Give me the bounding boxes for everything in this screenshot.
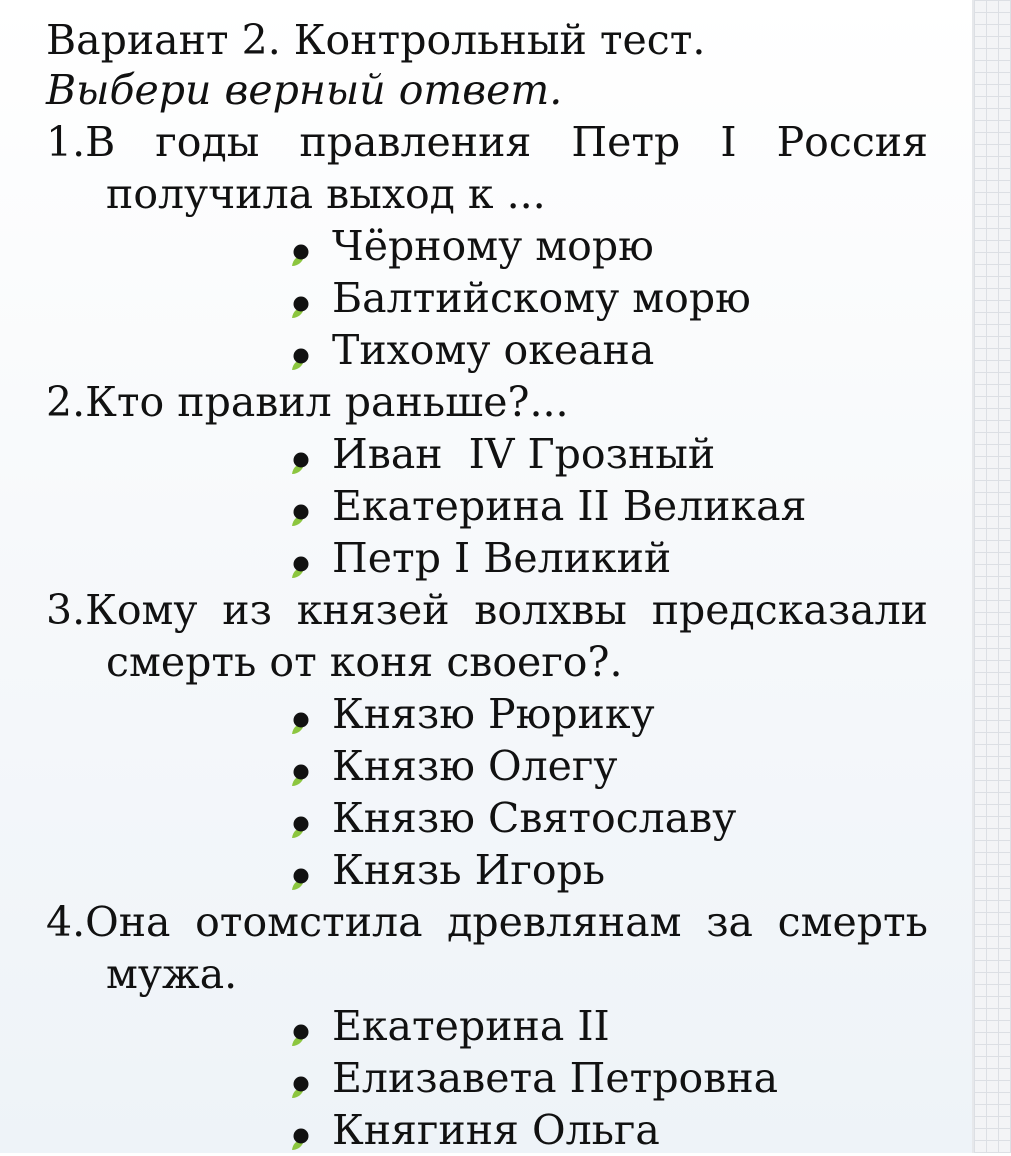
answer-label: Иван IV Грозный [332,430,716,478]
answer-label: Елизавета Петровна [332,1054,779,1102]
instruction-text: Выбери верный ответ. [46,66,563,114]
question-1 [46,116,928,376]
answer-options [46,220,928,376]
answer-option[interactable] [46,740,928,792]
answer-label: Балтийскому морю [332,274,751,322]
answer-option[interactable] [46,1052,928,1104]
answer-option[interactable] [46,1104,928,1156]
test-content [46,14,928,1156]
question-text-continued: смерть от коня своего?. [106,638,623,686]
question-text: 2.Кто правил раньше?... [46,378,569,426]
answer-label: Екатерина II Великая [332,482,807,530]
question-text: 1.В годы правления Петр I Россия [46,118,928,166]
question-text: 4.Она отомстила древлянам за смерть [46,898,928,946]
bullet-icon [290,554,312,578]
answer-option[interactable] [46,532,928,584]
question-2 [46,376,928,584]
answer-option[interactable] [46,1000,928,1052]
question-text: 3.Кому из князей волхвы предсказали [46,586,928,634]
bullet-icon [290,294,312,318]
answer-option[interactable] [46,220,928,272]
answer-option[interactable] [46,792,928,844]
bullet-icon [290,450,312,474]
answer-options [46,1000,928,1156]
question-4 [46,896,928,1156]
answer-label: Князю Святославу [332,794,737,842]
answer-label: Князь Игорь [332,846,606,894]
bullet-icon [290,1022,312,1046]
answer-label: Петр I Великий [332,534,672,582]
bullet-icon [290,346,312,370]
answer-option[interactable] [46,480,928,532]
answer-options [46,428,928,584]
bullet-icon [290,762,312,786]
bullet-icon [290,1126,312,1150]
question-text-continued: мужа. [106,950,238,998]
question-3 [46,584,928,896]
answer-option[interactable] [46,688,928,740]
bullet-icon [290,710,312,734]
bullet-icon [290,866,312,890]
answer-label: Князю Рюрику [332,690,655,738]
bullet-icon [290,814,312,838]
answer-option[interactable] [46,324,928,376]
grid-paper-margin [972,0,1011,1153]
bullet-icon [290,242,312,266]
answer-label: Чёрному морю [332,222,654,270]
answer-label: Екатерина II [332,1002,610,1050]
answer-label: Княгиня Ольга [332,1106,660,1154]
question-text-continued: получила выход к ... [106,170,546,218]
page-title: Вариант 2. Контрольный тест. [46,16,706,64]
answer-label: Князю Олегу [332,742,618,790]
answer-option[interactable] [46,272,928,324]
answer-option[interactable] [46,844,928,896]
bullet-icon [290,1074,312,1098]
answer-label: Тихому океана [332,326,655,374]
answer-options [46,688,928,896]
answer-option[interactable] [46,428,928,480]
bullet-icon [290,502,312,526]
